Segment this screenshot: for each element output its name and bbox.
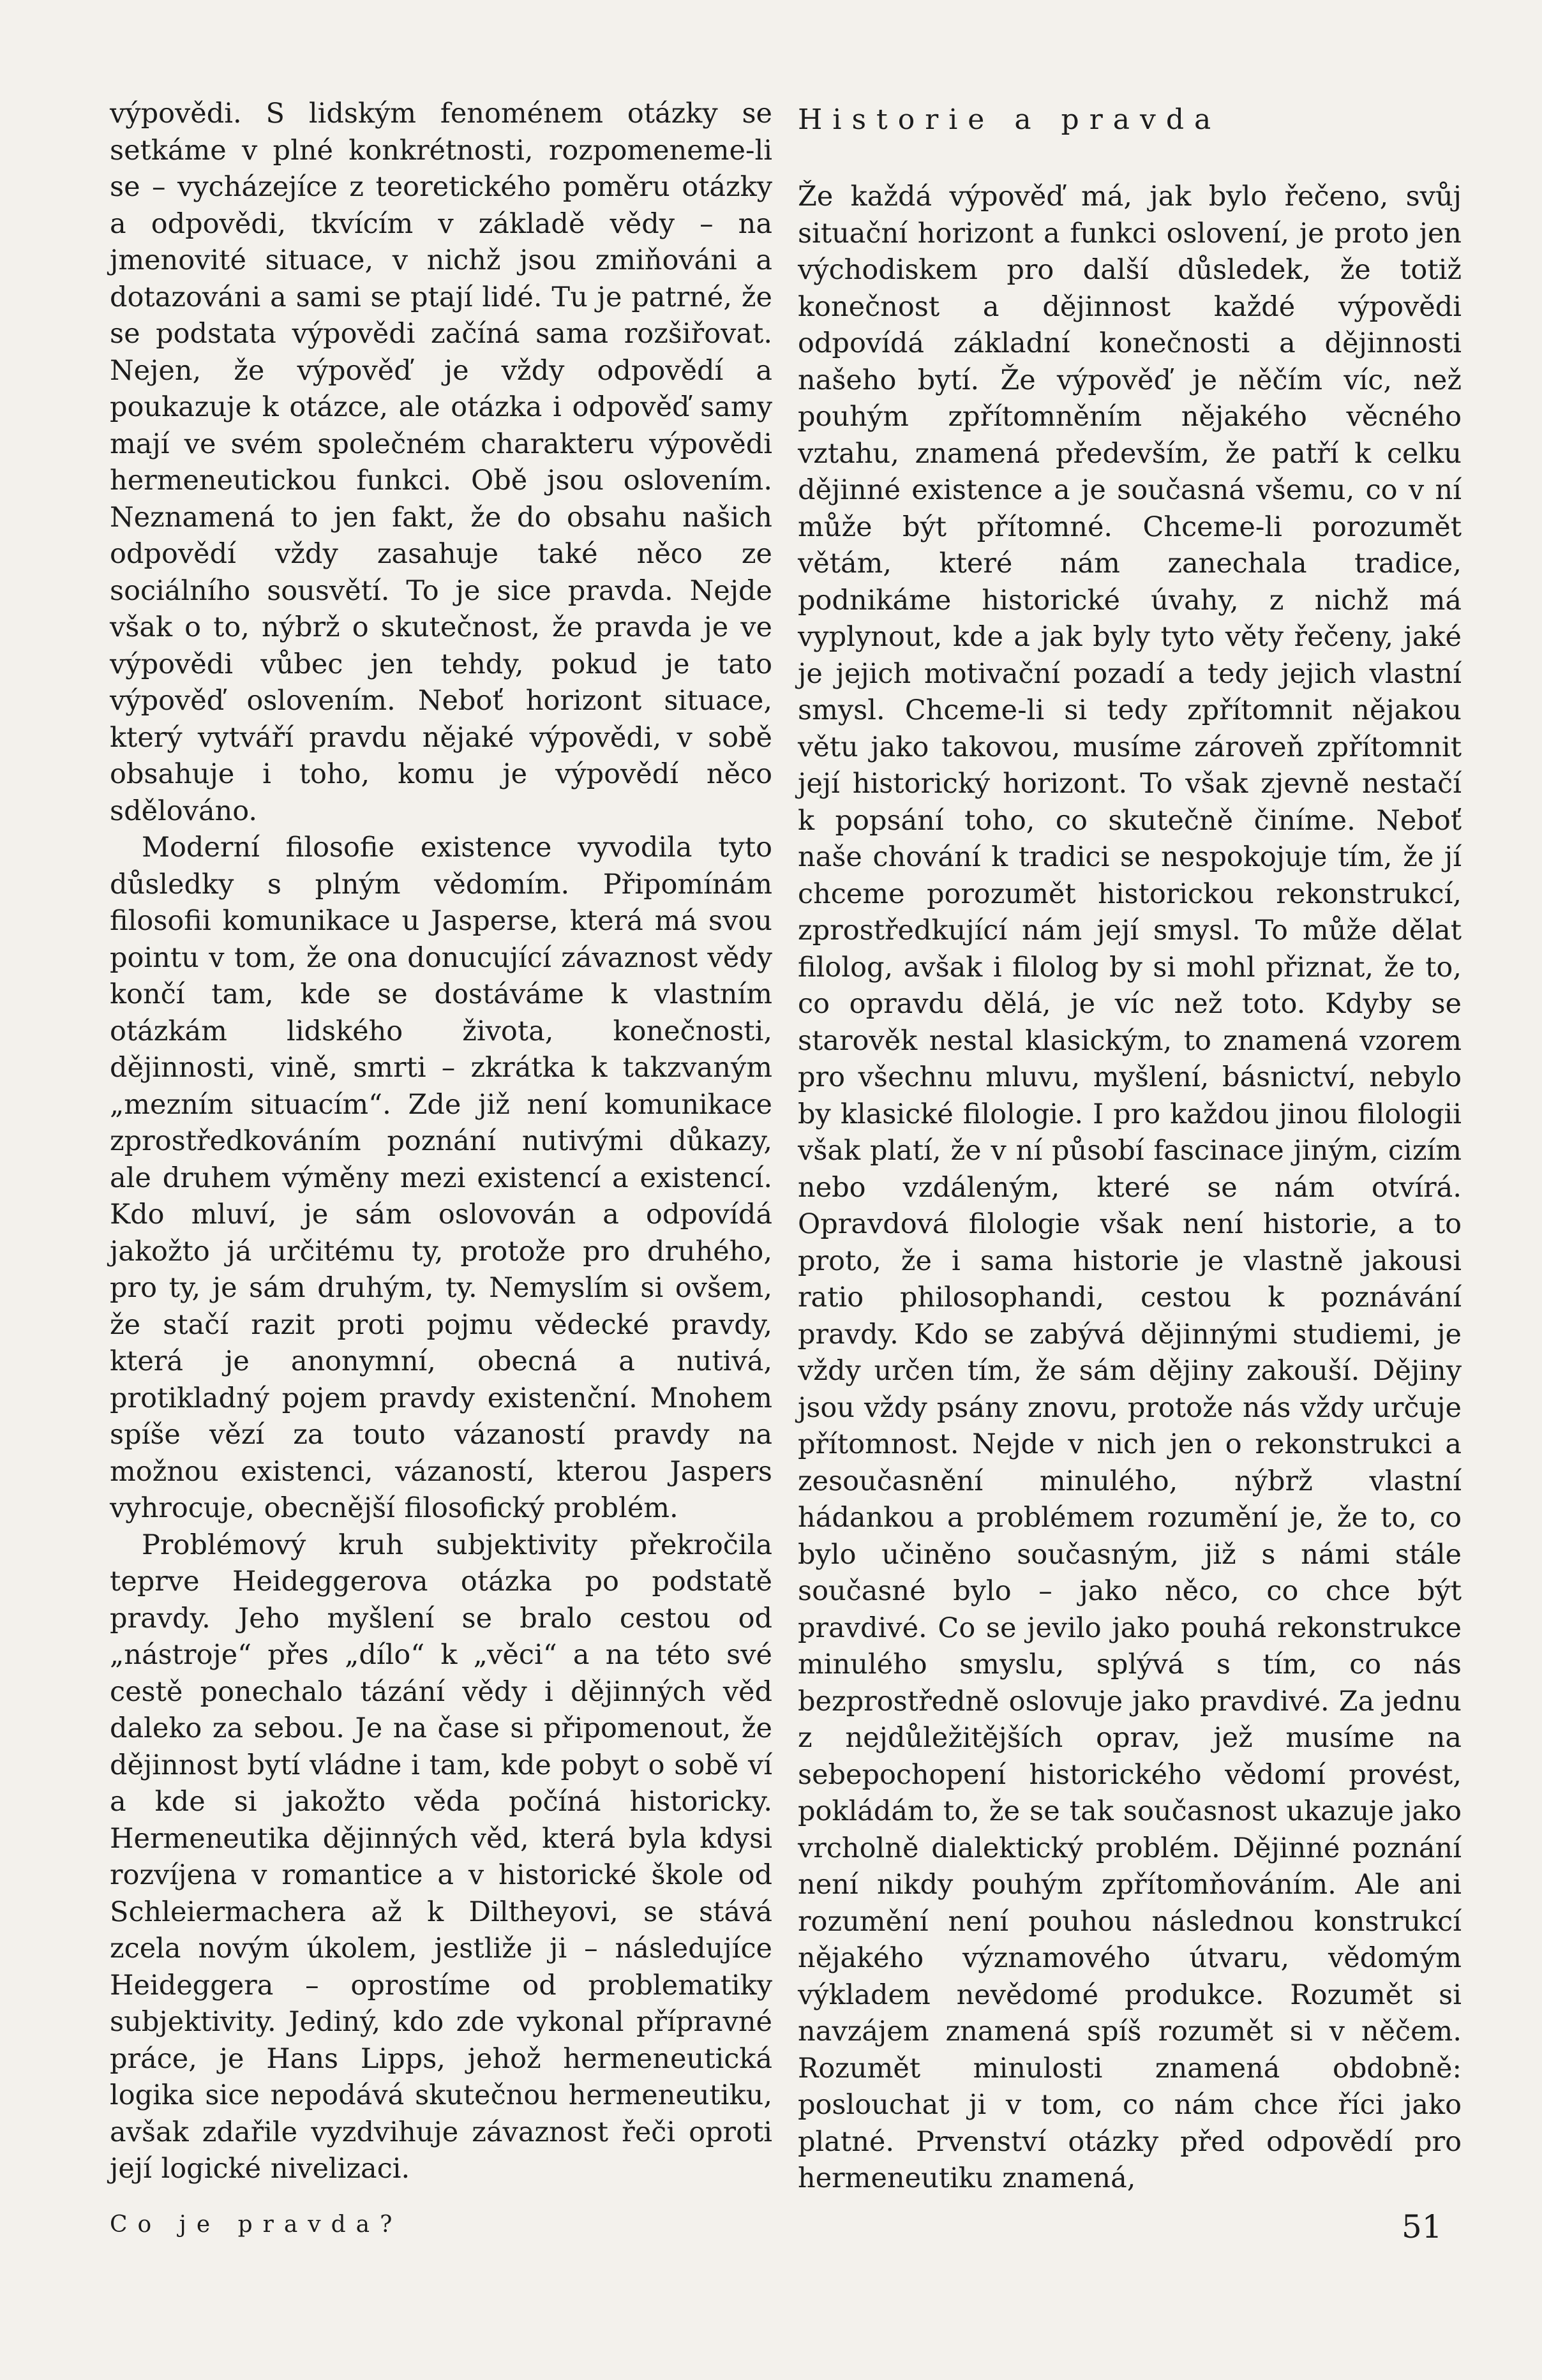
section-title: Historie a pravda: [798, 103, 1222, 136]
left-paragraph-3: Problémový kruh subjektivity překročila teprve Heideggerova otázka po podstatě pravdy. Jeho myšlení se bralo cestou od „nástroje“ přes „dílo“ k „věci“ a na této své cestě ponechalo tázání vědy i dějinných věd daleko za sebou. Je na čase si připomenout, že dějinnost bytí vládne i tam, kde pobyt o sobě ví a kde si jakožto věda počíná historicky. Hermeneutika dějinných věd, která byla kdysi rozvíjena v romantice a v historické škole od Schleiermachera až k Diltheyovi, se stává zcela novým úkolem, jestliže ji – následujíce Heideggera – oprostíme od problematiky subjektivity. Jediný, kdo zde vykonal přípravné práce, je Hans Lipps, jehož hermeneutická logika sice nepodává skutečnou hermeneutiku, avšak zdařile vyzdvihuje závaznost řeči oproti její logické nivelizaci.: [110, 1529, 772, 2185]
left-paragraph-2: Moderní filosofie existence vyvodila tyto důsledky s plným vědomím. Připomínám filosofii komunikace u Jasperse, která má svou pointu v tom, že ona donucující závaznost vědy končí tam, kde se dostáváme k vlastním otázkám lidského života, konečnosti, dějinnosti, vině, smrti – zkrátka k takzvaným „mezním situacím“. Zde již není komunikace zprostředkováním poznání nutivými důkazy, ale druhem výměny mezi existencí a existencí. Kdo mluví, je sám oslovován a odpovídá jakožto já určitému ty, protože pro druhého, pro ty, je sám druhým, ty. Nemyslím si ovšem, že stačí razit proti pojmu vědecké pravdy, která je anonymní, obecná a nutivá, protikladný pojem pravdy existenční. Mnohem spíše vězí za touto vázaností pravdy na možnou existenci, vázaností, kterou Jaspers vyhrocuje, obecnější filosofický problém.: [110, 832, 772, 1524]
left-column: [110, 96, 772, 2188]
running-title: Co je pravda?: [110, 2212, 403, 2238]
right-paragraph-1: Že každá výpověď má, jak bylo řečeno, svůj situační horizont a funkci oslovení, je proto jen východiskem pro další důsledek, že totiž konečnost a dějinnost každé výpovědi odpovídá základní konečnosti a dějinnosti našeho bytí. Že výpověď je něčím víc, než pouhým zpřítomněním nějakého věcného vztahu, znamená především, že patří k celku dějinné existence a je současná všemu, co v ní může být přítomné. Chceme-li porozumět větám, které nám zanechala tradice, podnikáme historické úvahy, z nichž má vyplynout, kde a jak byly tyto věty řečeny, jaké je jejich motivační pozadí a tedy jejich vlastní smysl. Chceme-li si tedy zpřítomnit nějakou větu jako takovou, musíme zároveň zpřítomnit její historický horizont. To však zjevně nestačí k popsání toho, co skutečně činíme. Neboť naše chování k tradici se nespokojuje tím, že jí chceme porozumět historickou rekonstrukcí, zprostředkující nám její smysl. To může dělat filolog, avšak i filolog by si mohl přiznat, že to, co opravdu dělá, je víc než toto. Kdyby se starověk nestal klasickým, to znamená vzorem pro všechnu mluvu, myšlení, básnictví, nebylo by klasické filologie. I pro každou jinou filologii však platí, že v ní působí fascinace jiným, cizím nebo vzdáleným, které se nám otvírá. Opravdová filologie však není historie, a to proto, že i sama historie je vlastně jakousi ratio philosophandi, cestou k poznávání pravdy. Kdo se zabývá dějinnými studiemi, je vždy určen tím, že sám dějiny zakouší. Dějiny jsou vždy psány znovu, protože nás vždy určuje přítomnost. Nejde v nich jen o rekonstrukci a zesoučasnění minulého, nýbrž vlastní hádankou a problémem rozumění je, že to, co bylo učiněno současným, již s námi stále současné bylo – jako něco, co chce být pravdivé. Co se jevilo jako pouhá rekonstrukce minulého smyslu, splývá s tím, co nás bezprostředně oslovuje jako pravdivé. Za jednu z nejdůležitějších oprav, jež musíme na sebepochopení historického vědomí provést, pokládám to, že se tak současnost ukazuje jako vrcholně dialektický problém. Dějinné poznání není nikdy pouhým zpřítomňováním. Ale ani rozumění není pouhou následnou konstrukcí nějakého významového útvaru, vědomým výkladem nevědomé produkce. Rozumět si navzájem znamená spíš rozumět si v něčem. Rozumět minulosti znamená obdobně: poslouchat ji v tom, co nám chce říci jako platné. Prvenství otázky před odpovědí pro hermeneutiku znamená,: [798, 181, 1462, 2194]
left-paragraph-1: výpovědi. S lidským fenoménem otázky se setkáme v plné konkrétnosti, rozpomeneme-li se – vycházejíce z teoretického poměru otázky a odpovědi, tkvícím v základě vědy – na jmenovité situace, v nichž jsou zmiňováni a dotazováni a sami se ptají lidé. Tu je patrné, že se podstata výpovědi začíná sama rozšiřovat. Nejen, že výpověď je vždy odpovědí a poukazuje k otázce, ale otázka i odpověď samy mají ve svém společném charakteru výpovědi hermeneutickou funkci. Obě jsou oslovením. Neznamená to jen fakt, že do obsahu našich odpovědí vždy zasahuje také něco ze sociálního sousvětí. To je sice pravda. Nejde však o to, nýbrž o skutečnost, že pravda je ve výpovědi vůbec jen tehdy, pokud je tato výpověď oslovením. Neboť horizont situace, který vytváří pravdu nějaké výpovědi, v sobě obsahuje i toho, komu je výpovědí něco sdělováno.: [110, 98, 772, 827]
page-number: 51: [1402, 2208, 1442, 2245]
right-column: [798, 101, 1462, 2197]
